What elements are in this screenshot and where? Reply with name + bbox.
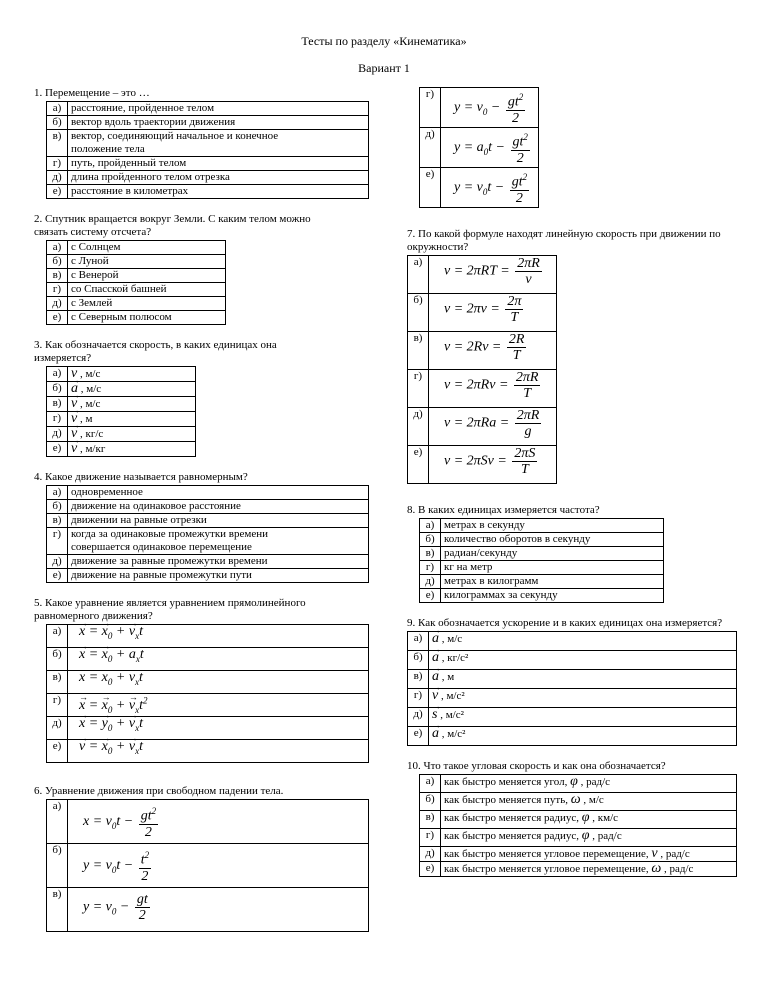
option-row[interactable] [47, 694, 369, 717]
formula-cell: $x = v_0t$ − $\frac{gt^2}{2}$ [68, 800, 369, 844]
option-row[interactable] [47, 382, 196, 397]
answer-table-continued [419, 87, 539, 208]
formula-cell: v = 2πSν = $\frac{2\pi S}{T}$ [429, 446, 557, 484]
formula-cell: $y = a_0t$ − $\frac{gt^2}{2}$ [441, 128, 539, 168]
answer-table [407, 631, 737, 746]
option-letter: б) [408, 651, 429, 670]
option-row[interactable] [408, 256, 557, 294]
acceleration-vector-symbol: → a [432, 651, 439, 664]
option-text: с Северным полюсом [68, 311, 226, 325]
unit-text: , м/с² [439, 728, 466, 740]
option-letter: е) [47, 311, 68, 325]
angle-symbol: φ [581, 828, 590, 843]
option-text [429, 689, 737, 708]
option-text: кг на метр [441, 561, 664, 575]
option-text [429, 670, 737, 689]
option-text [441, 862, 737, 877]
option-letter: е) [47, 185, 68, 199]
option-row[interactable] [47, 311, 226, 325]
option-row[interactable] [420, 793, 737, 811]
option-letter: в) [408, 332, 429, 370]
question-text: 4. Какое движение называется равномерным? [34, 471, 248, 483]
option-text: метрах в секунду [441, 519, 664, 533]
question-5 [34, 597, 369, 763]
option-text: движении на равные отрезки [68, 514, 369, 528]
formula-cell: → x = → $x_0$ + → $v_xt^2$ [68, 694, 369, 717]
option-letter: а) [47, 241, 68, 255]
velocity-vector-symbol: → v [71, 442, 77, 455]
formula-cell: v = 2Rν = $\frac{2R}{T}$ [429, 332, 557, 370]
acceleration-vector-symbol: → a [432, 727, 439, 740]
option-letter: г) [47, 157, 68, 171]
option-text: килограммах за секунду [441, 589, 664, 603]
option-text [68, 397, 196, 412]
option-letter: в) [47, 514, 68, 528]
option-row[interactable] [420, 168, 539, 208]
option-description: как быстро меняется угловое перемещение, [444, 863, 649, 875]
option-row[interactable] [47, 625, 369, 648]
option-row[interactable] [47, 102, 369, 116]
velocity-symbol: v [71, 366, 78, 381]
unit-text: , м/с [77, 368, 101, 380]
option-row[interactable] [420, 811, 737, 829]
formula-cell: → v = → $x_0$ + → $v_xt$ [68, 740, 369, 763]
formula-cell: $y = v_0$ − $\frac{gt^2}{2}$ [441, 88, 539, 128]
option-letter: д) [408, 408, 429, 446]
option-row[interactable] [408, 446, 557, 484]
option-text: путь, пройденный телом [68, 157, 369, 171]
option-row[interactable] [408, 332, 557, 370]
nu-symbol: ν [651, 846, 658, 861]
option-letter: г) [408, 370, 429, 408]
formula-cell: v = 2πRa = $\frac{2\pi R}{g}$ [429, 408, 557, 446]
question-text: 3. Как обозначается скорость, в каких единицах она измеряется? [34, 339, 277, 364]
acceleration-vector-symbol: → a [71, 382, 78, 395]
option-row[interactable] [408, 294, 557, 332]
option-letter: г) [408, 689, 429, 708]
answer-table [46, 799, 369, 932]
option-row[interactable] [47, 648, 369, 671]
option-text: со Спасской башней [68, 283, 226, 297]
unit-text: , м/с² [437, 709, 464, 721]
option-row[interactable] [408, 408, 557, 446]
question-1 [34, 87, 369, 199]
option-letter: д) [420, 575, 441, 589]
unit-text: , м/с [580, 794, 604, 806]
question-6 [34, 785, 369, 932]
formula-cell: v = 2πRν = $\frac{2\pi R}{T}$ [429, 370, 557, 408]
option-text [68, 442, 196, 457]
omega-symbol: ω [570, 792, 581, 807]
velocity-vector-symbol: → v [71, 427, 77, 440]
option-description: как быстро меняется радиус, [444, 812, 580, 824]
question-text: 10. Что такое угловая скорость и как она обозначается? [407, 760, 666, 772]
option-row[interactable] [47, 367, 196, 382]
angle-symbol: φ [570, 774, 578, 789]
unit-text: , км/с [589, 812, 619, 824]
option-letter: г) [47, 694, 68, 717]
option-letter: в) [420, 811, 441, 829]
option-letter: е) [420, 862, 441, 877]
option-row[interactable] [47, 157, 369, 171]
option-description: как быстро меняется радиус, [444, 830, 580, 842]
option-letter: б) [47, 648, 68, 671]
option-text [68, 412, 196, 427]
option-row[interactable] [420, 862, 737, 877]
option-letter: е) [47, 740, 68, 763]
option-text: вектор вдоль траектории движения [68, 116, 369, 130]
option-letter: в) [420, 547, 441, 561]
option-row[interactable] [47, 116, 369, 130]
unit-text: , м [77, 413, 93, 425]
option-letter: е) [47, 569, 68, 583]
option-letter: г) [420, 829, 441, 847]
unit-text: , м [439, 671, 455, 683]
option-letter: а) [420, 519, 441, 533]
option-row[interactable] [47, 130, 369, 157]
unit-text: , кг/с [77, 428, 104, 440]
unit-text: , м/с² [438, 690, 465, 702]
option-row[interactable] [420, 128, 539, 168]
option-text [441, 847, 737, 862]
option-text: движение на равные промежутки пути [68, 569, 369, 583]
option-row[interactable] [408, 632, 737, 651]
option-row[interactable] [47, 255, 226, 269]
option-row[interactable] [47, 397, 196, 412]
option-letter: а) [408, 632, 429, 651]
option-row[interactable] [47, 888, 369, 932]
formula-cell: v = 2πRT = $\frac{2\pi R}{\nu}$ [429, 256, 557, 294]
question-text: 9. Как обозначается ускорение и в каких единицах она измеряется? [407, 617, 723, 629]
option-letter: е) [47, 442, 68, 457]
unit-text: , кг/с² [439, 652, 469, 664]
option-text [68, 367, 196, 382]
answer-table [419, 518, 664, 603]
option-row[interactable] [420, 519, 664, 533]
option-row[interactable] [408, 689, 737, 708]
question-text: 1. Перемещение – это … [34, 87, 150, 99]
option-letter: д) [47, 427, 68, 442]
option-row[interactable] [408, 727, 737, 746]
option-letter: г) [420, 561, 441, 575]
option-letter: а) [47, 800, 68, 844]
option-letter: б) [420, 793, 441, 811]
answer-table [407, 255, 557, 484]
option-row[interactable] [408, 651, 737, 670]
option-letter: в) [47, 130, 68, 157]
option-row[interactable] [47, 297, 226, 311]
option-text: одновременное [68, 486, 369, 500]
answer-table [419, 774, 737, 877]
option-row[interactable] [47, 844, 369, 888]
option-letter: д) [47, 555, 68, 569]
option-text: движение за равные промежутки времени [68, 555, 369, 569]
option-row[interactable] [47, 717, 369, 740]
option-row[interactable] [47, 740, 369, 763]
unit-text: , м/кг [77, 443, 106, 455]
option-letter: б) [47, 844, 68, 888]
option-row[interactable] [420, 561, 664, 575]
question-text: 8. В каких единицах измеряется частота? [407, 504, 600, 516]
option-letter: г) [47, 528, 68, 555]
unit-text: , рад/с [589, 830, 622, 842]
option-text [429, 632, 737, 651]
option-row[interactable] [47, 269, 226, 283]
option-letter: б) [408, 294, 429, 332]
variant-label: Вариант 1 [358, 61, 410, 75]
formula-cell: $y = v_0t$ − $\frac{t^2}{2}$ [68, 844, 369, 888]
formula-cell: $x = x_0 + v_xt$ [68, 671, 369, 694]
option-row[interactable] [420, 829, 737, 847]
option-text: с Солнцем [68, 241, 226, 255]
option-text [429, 708, 737, 727]
option-row[interactable] [47, 412, 196, 427]
right-column [407, 87, 737, 891]
option-row[interactable] [420, 847, 737, 862]
option-description: как быстро меняется путь, [444, 794, 568, 806]
option-letter: а) [408, 256, 429, 294]
option-letter: в) [408, 670, 429, 689]
formula-cell: → x = → $x_0 + a_xt$ [68, 648, 369, 671]
question-3 [34, 339, 369, 457]
option-letter: е) [420, 589, 441, 603]
velocity-vector-symbol: → v [71, 412, 77, 425]
option-letter: в) [47, 671, 68, 694]
option-text: когда за одинаковые промежутки времени совершается одинаковое перемещение [68, 528, 369, 555]
option-row[interactable] [47, 569, 369, 583]
option-text: расстояние в километрах [68, 185, 369, 199]
question-10 [407, 760, 737, 877]
formula-cell: → x = → $x_0$ + → $v_xt$ [68, 625, 369, 648]
option-letter: а) [420, 775, 441, 793]
option-row[interactable] [47, 283, 226, 297]
option-text [441, 793, 737, 811]
option-letter: е) [408, 446, 429, 484]
option-text [68, 382, 196, 397]
page-title: Тесты по разделу «Кинематика» [301, 34, 467, 48]
option-letter: е) [420, 168, 441, 208]
option-text: радиан/секунду [441, 547, 664, 561]
option-description: как быстро меняется угол, [444, 776, 568, 788]
option-row[interactable] [47, 800, 369, 844]
formula-cell: → x = → $y_0$ + → $v_xt$ [68, 717, 369, 740]
option-row[interactable] [47, 427, 196, 442]
question-text: 7. По какой формуле находят линейную скорость при движении по окружности? [407, 228, 721, 253]
omega-symbol: ω [651, 861, 662, 876]
option-text [429, 651, 737, 670]
option-row[interactable] [420, 775, 737, 793]
formula-cell: $y = v_0t$ − $\frac{gt^2}{2}$ [441, 168, 539, 208]
option-row[interactable] [47, 671, 369, 694]
formula-cell: $y = v_0$ − $\frac{gt}{2}$ [68, 888, 369, 932]
option-row[interactable] [47, 528, 369, 555]
option-text [441, 811, 737, 829]
option-letter: б) [420, 533, 441, 547]
option-letter: д) [420, 847, 441, 862]
option-letter: г) [47, 412, 68, 427]
option-text [429, 727, 737, 746]
option-row[interactable] [420, 533, 664, 547]
option-row[interactable] [408, 370, 557, 408]
option-letter: б) [47, 382, 68, 397]
option-text: с Луной [68, 255, 226, 269]
option-row[interactable] [47, 442, 196, 457]
option-row[interactable] [420, 88, 539, 128]
answer-table [46, 366, 196, 457]
question-2 [34, 213, 369, 325]
velocity-vector-symbol: → v [71, 397, 77, 410]
option-text [441, 829, 737, 847]
option-text: с Землей [68, 297, 226, 311]
option-row[interactable] [47, 185, 369, 199]
option-letter: а) [47, 486, 68, 500]
unit-text: , м/с [78, 383, 102, 395]
option-letter: д) [47, 297, 68, 311]
option-letter: г) [47, 283, 68, 297]
option-letter: в) [47, 269, 68, 283]
option-letter: в) [47, 888, 68, 932]
option-letter: д) [47, 717, 68, 740]
question-text: 6. Уравнение движения при свободном падении тела. [34, 785, 284, 798]
option-row[interactable] [47, 555, 369, 569]
option-row[interactable] [47, 241, 226, 255]
option-letter: д) [408, 708, 429, 727]
unit-text: , рад/с [577, 776, 611, 788]
unit-text: , рад/с [661, 863, 694, 875]
option-letter: а) [47, 102, 68, 116]
question-text: 2. Спутник вращается вокруг Земли. С каким телом можно связать систему отсчета? [34, 213, 311, 238]
answer-table [46, 101, 369, 199]
option-text: с Венерой [68, 269, 226, 283]
option-row[interactable] [47, 486, 369, 500]
question-7 [407, 228, 737, 484]
option-letter: б) [47, 255, 68, 269]
option-letter: б) [47, 500, 68, 514]
option-text [68, 427, 196, 442]
option-text: движение на одинаковое расстояние [68, 500, 369, 514]
option-letter: в) [47, 397, 68, 412]
acceleration-vector-symbol: → a [432, 670, 439, 683]
displacement-vector-symbol: → s [432, 708, 437, 721]
option-letter: а) [47, 367, 68, 382]
option-letter: д) [47, 171, 68, 185]
unit-text: , рад/с [657, 848, 690, 860]
answer-table [46, 240, 226, 325]
velocity-vector-symbol: → v [432, 689, 438, 702]
answer-table [46, 624, 369, 763]
option-row[interactable] [408, 708, 737, 727]
option-description: как быстро меняется угловое перемещение, [444, 848, 649, 860]
acceleration-vector-symbol: → a [432, 632, 439, 645]
option-row[interactable] [420, 589, 664, 603]
unit-text: , м/с [439, 633, 463, 645]
question-9 [407, 617, 737, 746]
angle-symbol: φ [581, 810, 590, 825]
unit-text: , м/с [77, 398, 101, 410]
option-text: метрах в килограмм [441, 575, 664, 589]
question-text: 5. Какое уравнение является уравнением прямолинейного равномерного движения? [34, 597, 306, 622]
option-letter: б) [47, 116, 68, 130]
option-text: расстояние, пройденное телом [68, 102, 369, 116]
option-letter: д) [420, 128, 441, 168]
option-row[interactable] [420, 575, 664, 589]
option-letter: г) [420, 88, 441, 128]
option-text [441, 775, 737, 793]
formula-cell: v = 2πν = $\frac{2\pi}{T}$ [429, 294, 557, 332]
option-text: длина пройденного телом отрезка [68, 171, 369, 185]
option-row[interactable] [47, 514, 369, 528]
option-row[interactable] [47, 171, 369, 185]
option-letter: а) [47, 625, 68, 648]
option-row[interactable] [420, 547, 664, 561]
option-text: вектор, соединяющий начальное и конечное положение тела [68, 130, 369, 157]
option-row[interactable] [408, 670, 737, 689]
question-8 [407, 504, 737, 603]
question-4 [34, 471, 369, 583]
option-letter: е) [408, 727, 429, 746]
answer-table [46, 485, 369, 583]
option-text: количество оборотов в секунду [441, 533, 664, 547]
option-row[interactable] [47, 500, 369, 514]
left-column [34, 87, 369, 946]
